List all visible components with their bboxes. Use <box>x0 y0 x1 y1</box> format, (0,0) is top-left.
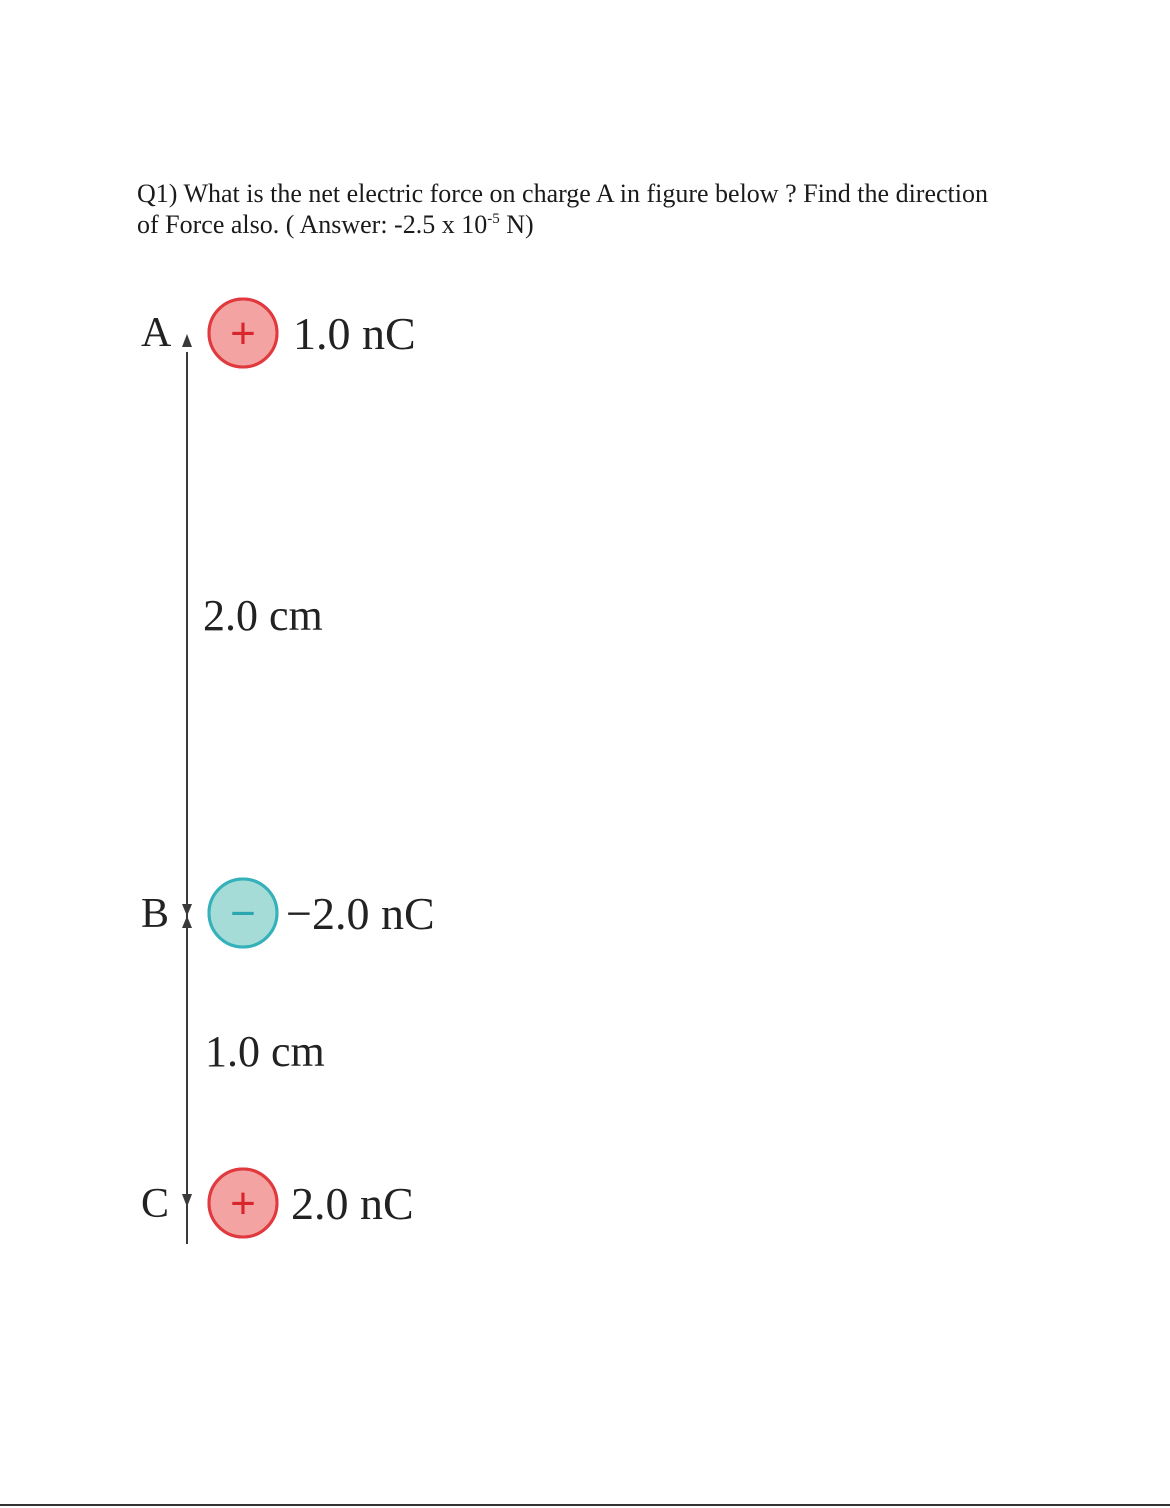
minus-icon: − <box>230 889 256 938</box>
plus-icon: + <box>230 309 256 358</box>
arrowhead-b-down <box>182 904 192 916</box>
question-line-2-prefix: of Force also. ( Answer: -2.5 x 10 <box>137 210 488 239</box>
charge-value-a: 1.0 nC <box>293 308 416 359</box>
question-line-1: Q1) What is the net electric force on charge A in figure below ? Find the direction <box>137 179 988 208</box>
plus-icon: + <box>230 1179 256 1228</box>
question-line-2-suffix: N) <box>499 210 534 239</box>
arrowhead-c-down <box>182 1194 192 1207</box>
point-label-b: B <box>141 891 170 937</box>
charge-value-b: −2.0 nC <box>286 888 435 939</box>
page-bottom-rule <box>0 1504 1170 1506</box>
charge-value-c: 2.0 nC <box>291 1178 414 1229</box>
distance-label-ab: 2.0 cm <box>203 591 323 640</box>
answer-exponent: -5 <box>487 211 500 227</box>
arrowhead-a-up <box>182 334 192 347</box>
point-label-a: A <box>141 310 172 356</box>
point-label-c: C <box>141 1181 170 1227</box>
arrowhead-b-up <box>182 916 192 928</box>
distance-label-bc: 1.0 cm <box>205 1027 325 1076</box>
